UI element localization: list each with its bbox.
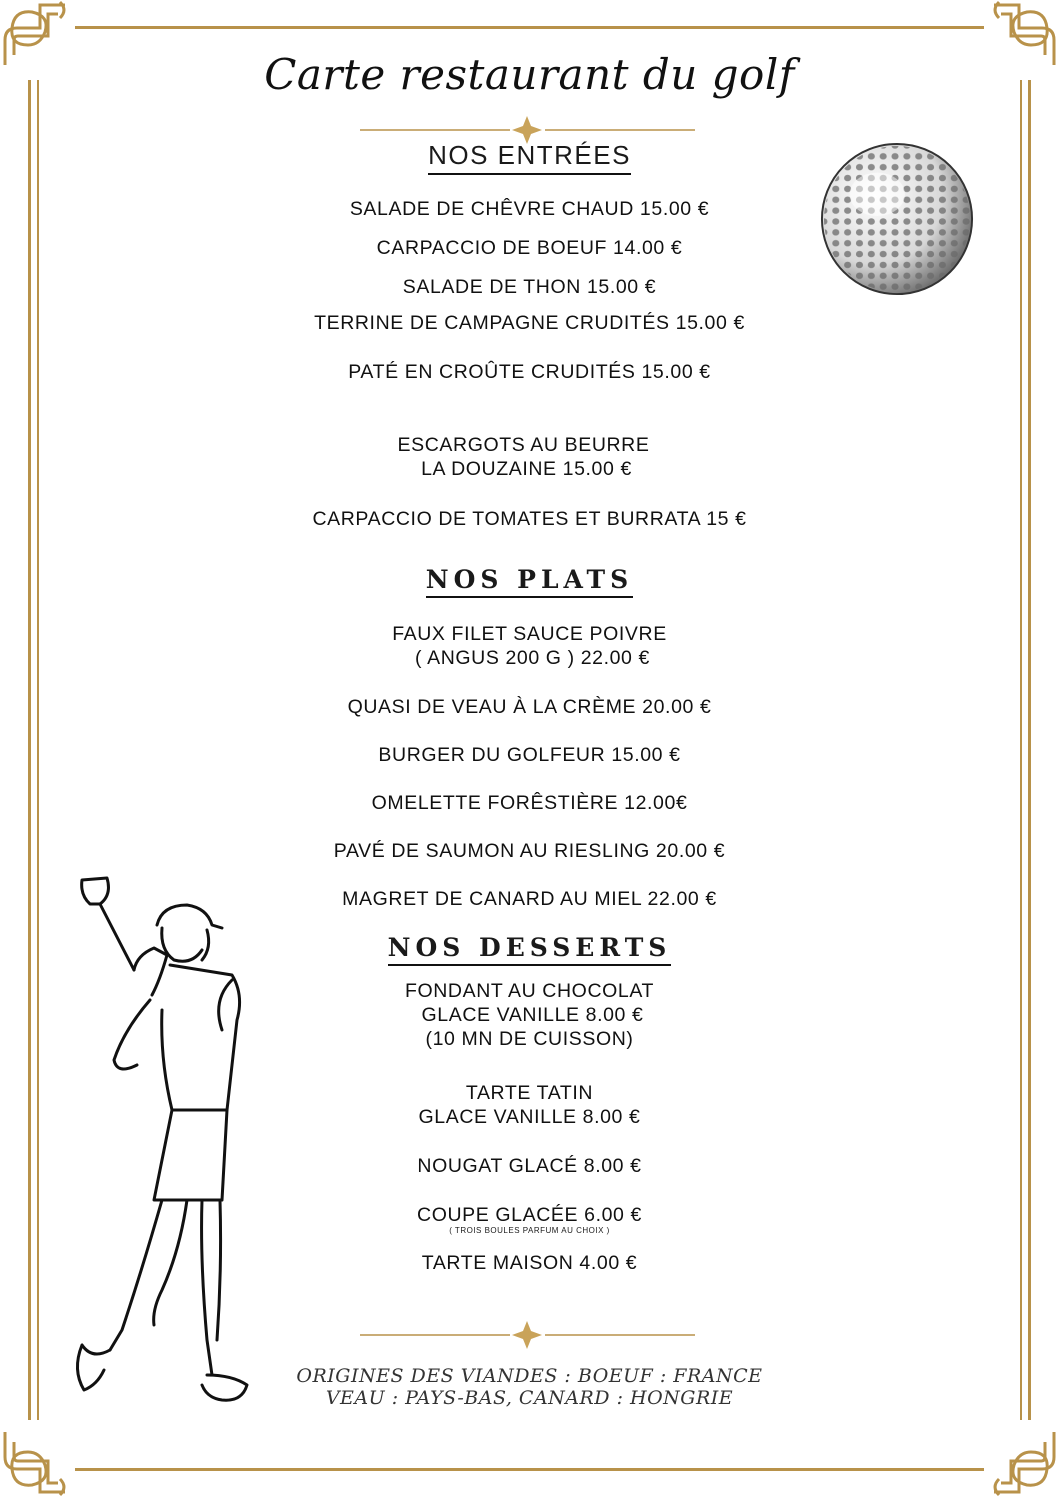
coupe-note: ( TROIS BOULES PARFUM AU CHOIX ) (449, 1226, 610, 1235)
menu-item: TARTE TATIN GLACE VANILLE 8.00 € (418, 1082, 641, 1128)
menu-item: FONDANT AU CHOCOLAT GLACE VANILLE 8.00 € (10 MN DE CUISSON) (404, 980, 655, 1050)
menu-item: SALADE DE THON 15.00 € (402, 276, 657, 298)
menu-item: BURGER DU GOLFEUR 15.00 € (378, 744, 681, 766)
section-heading-plats: NOS PLATS (0, 565, 1059, 598)
frame-top-line (75, 26, 984, 29)
menu-item: ESCARGOTS AU BEURRE LA DOUZAINE 15.00 € (397, 434, 650, 480)
star-divider-icon (355, 1320, 700, 1350)
menu-item: NOUGAT GLACÉ 8.00 € (417, 1155, 642, 1177)
section-heading-entrees: NOS ENTRÉES (0, 140, 1059, 175)
menu-item: SALADE DE CHÊVRE CHAUD 15.00 € (349, 198, 710, 220)
section-heading-desserts: NOS DESSERTS (0, 933, 1059, 966)
menu-item: MAGRET DE CANARD AU MIEL 22.00 € (342, 888, 717, 910)
menu-item: PATÉ EN CROÛTE CRUDITÉS 15.00 € (348, 361, 711, 383)
menu-item: TERRINE DE CAMPAGNE CRUDITÉS 15.00 € (314, 312, 745, 334)
menu-item: COUPE GLACÉE 6.00 € (417, 1204, 642, 1226)
menu-item: QUASI DE VEAU À LA CRÈME 20.00 € (347, 696, 712, 718)
frame-bottom-line (75, 1468, 984, 1471)
menu-item: FAUX FILET SAUCE POIVRE ( ANGUS 200 G ) 22.00 € (392, 623, 667, 669)
menu-item: CARPACCIO DE BOEUF 14.00 € (376, 237, 683, 259)
meat-origins-footer: ORIGINES DES VIANDES : BOEUF : FRANCE VEAU : PAYS-BAS, CANARD : HONGRIE (296, 1365, 763, 1409)
menu-item: CARPACCIO DE TOMATES ET BURRATA 15 € (312, 508, 747, 530)
menu-item: TARTE MAISON 4.00 € (421, 1252, 638, 1274)
menu-item: OMELETTE FORÊSTIÈRE 12.00€ (371, 792, 688, 814)
ornament-corner-icon (989, 1427, 1059, 1497)
page-title: Carte restaurant du golf (264, 50, 795, 99)
ornament-corner-icon (0, 1427, 70, 1497)
menu-item: PAVÉ DE SAUMON AU RIESLING 20.00 € (333, 840, 726, 862)
